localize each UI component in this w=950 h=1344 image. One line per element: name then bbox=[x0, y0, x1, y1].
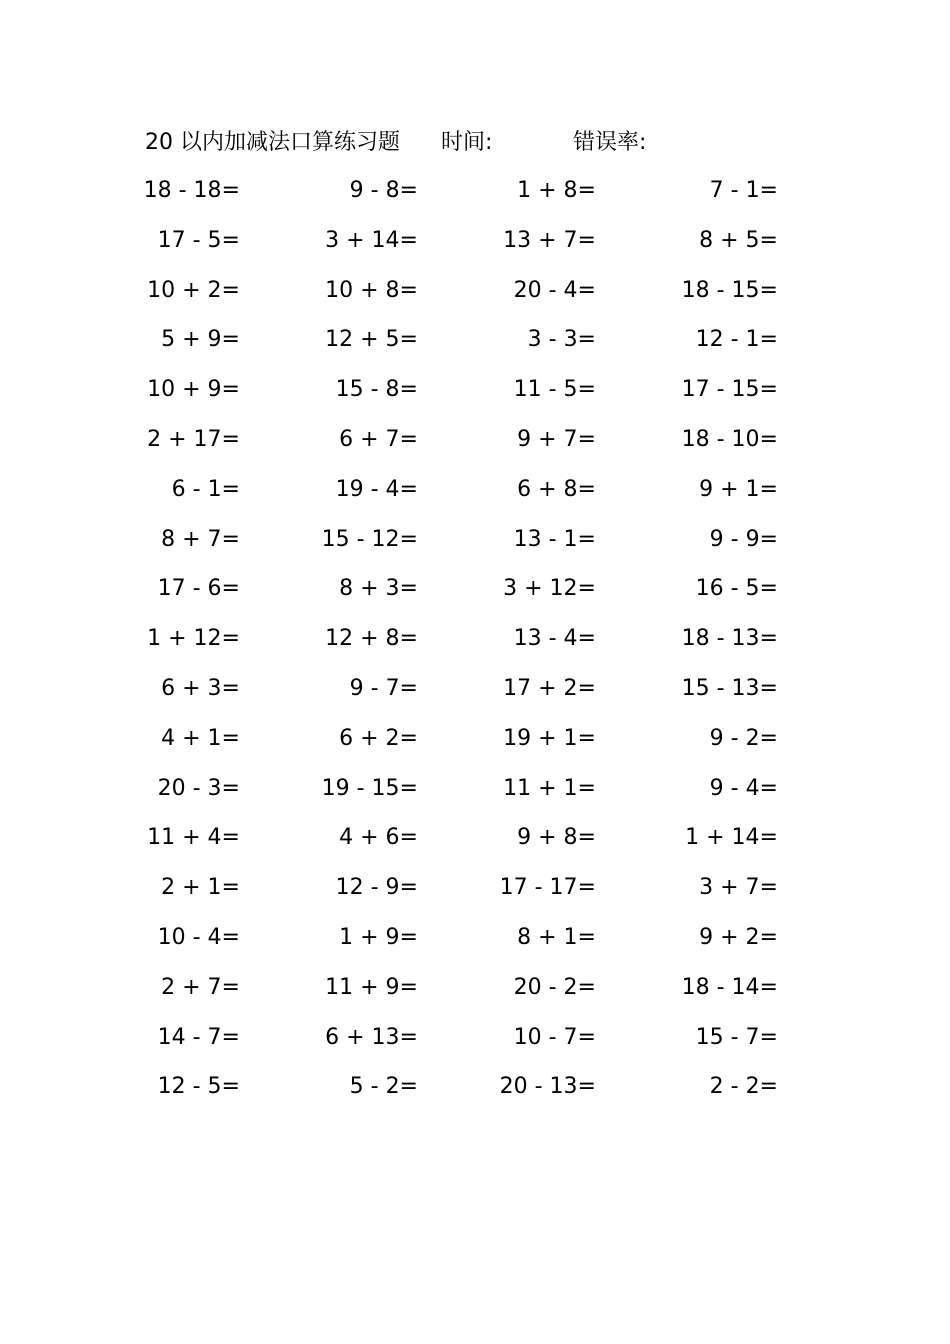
problem-row bbox=[0, 224, 950, 274]
problem-item: 10 + 9= bbox=[147, 377, 240, 403]
problem-item: 8 + 5= bbox=[699, 227, 778, 253]
problem-item: 10 - 4= bbox=[157, 924, 240, 950]
problem-item: 1 + 14= bbox=[685, 825, 778, 851]
problem-item: 8 + 7= bbox=[161, 526, 240, 552]
problem-row bbox=[0, 174, 950, 224]
problem-item: 13 + 7= bbox=[503, 227, 596, 253]
problem-item: 18 - 18= bbox=[143, 178, 240, 203]
problem-item: 4 + 1= bbox=[161, 725, 240, 751]
problem-item: 2 + 7= bbox=[161, 974, 240, 1000]
problem-item: 12 + 8= bbox=[325, 626, 418, 652]
problem-item: 1 + 9= bbox=[339, 924, 418, 950]
problem-row bbox=[0, 423, 950, 473]
problem-item: 4 + 6= bbox=[339, 825, 418, 851]
problem-item: 12 - 9= bbox=[335, 875, 418, 901]
problem-row bbox=[0, 622, 950, 672]
problem-row bbox=[0, 323, 950, 373]
problem-item: 6 + 13= bbox=[325, 1024, 418, 1050]
problem-item: 13 - 1= bbox=[513, 526, 596, 552]
problem-item: 9 - 2= bbox=[709, 725, 778, 751]
problem-row bbox=[0, 1070, 950, 1120]
problem-row bbox=[0, 1021, 950, 1071]
problem-row bbox=[0, 871, 950, 921]
problem-item: 3 + 12= bbox=[503, 576, 596, 602]
problem-item: 18 - 15= bbox=[681, 277, 778, 303]
problem-row bbox=[0, 672, 950, 722]
problem-item: 9 + 7= bbox=[517, 426, 596, 452]
problem-item: 9 - 7= bbox=[349, 675, 418, 701]
problem-item: 6 + 2= bbox=[339, 725, 418, 751]
problem-row bbox=[0, 373, 950, 423]
problem-item: 17 - 17= bbox=[499, 875, 596, 901]
problem-item: 3 - 3= bbox=[527, 327, 596, 353]
problem-item: 5 + 9= bbox=[161, 327, 240, 353]
time-label: 时间: bbox=[441, 130, 493, 155]
problem-row bbox=[0, 274, 950, 324]
problem-item: 18 - 13= bbox=[681, 626, 778, 652]
problem-grid bbox=[0, 174, 950, 1120]
problem-item: 1 + 12= bbox=[147, 626, 240, 652]
problem-row bbox=[0, 821, 950, 871]
problem-item: 18 - 14= bbox=[681, 974, 778, 1000]
problem-item: 3 + 14= bbox=[325, 227, 418, 253]
problem-item: 15 - 7= bbox=[695, 1024, 778, 1050]
problem-item: 9 - 8= bbox=[349, 178, 418, 203]
problem-item: 15 - 12= bbox=[321, 526, 418, 552]
problem-item: 15 - 8= bbox=[335, 377, 418, 403]
problem-item: 20 - 2= bbox=[513, 974, 596, 1000]
problem-item: 12 + 5= bbox=[325, 327, 418, 353]
problem-row bbox=[0, 971, 950, 1021]
problem-item: 9 + 8= bbox=[517, 825, 596, 851]
problem-item: 6 + 7= bbox=[339, 426, 418, 452]
problem-item: 16 - 5= bbox=[695, 576, 778, 602]
problem-row bbox=[0, 473, 950, 523]
problem-item: 9 + 1= bbox=[699, 476, 778, 502]
problem-item: 6 + 3= bbox=[161, 675, 240, 701]
problem-item: 7 - 1= bbox=[709, 178, 778, 203]
problem-item: 2 - 2= bbox=[709, 1074, 778, 1100]
problem-item: 5 - 2= bbox=[349, 1074, 418, 1100]
problem-item: 9 + 2= bbox=[699, 924, 778, 950]
problem-item: 13 - 4= bbox=[513, 626, 596, 652]
problem-item: 19 - 4= bbox=[335, 476, 418, 502]
problem-item: 17 - 6= bbox=[157, 576, 240, 602]
problem-item: 2 + 1= bbox=[161, 875, 240, 901]
problem-item: 8 + 3= bbox=[339, 576, 418, 602]
problem-item: 12 - 5= bbox=[157, 1074, 240, 1100]
problem-item: 10 + 2= bbox=[147, 277, 240, 303]
problem-row bbox=[0, 772, 950, 822]
problem-item: 1 + 8= bbox=[517, 178, 596, 203]
problem-item: 2 + 17= bbox=[147, 426, 240, 452]
problem-item: 19 - 15= bbox=[321, 775, 418, 801]
problem-item: 18 - 10= bbox=[681, 426, 778, 452]
problem-item: 17 - 5= bbox=[157, 227, 240, 253]
problem-item: 3 + 7= bbox=[699, 875, 778, 901]
problem-item: 9 - 4= bbox=[709, 775, 778, 801]
problem-item: 20 - 13= bbox=[499, 1074, 596, 1100]
problem-row bbox=[0, 921, 950, 971]
problem-item: 10 + 8= bbox=[325, 277, 418, 303]
problem-item: 17 + 2= bbox=[503, 675, 596, 701]
error-rate-label: 错误率: bbox=[573, 130, 647, 155]
problem-row bbox=[0, 523, 950, 573]
problem-row bbox=[0, 572, 950, 622]
problem-item: 6 + 8= bbox=[517, 476, 596, 502]
problem-item: 20 - 4= bbox=[513, 277, 596, 303]
problem-item: 19 + 1= bbox=[503, 725, 596, 751]
problem-item: 6 - 1= bbox=[171, 476, 240, 502]
problem-item: 20 - 3= bbox=[157, 775, 240, 801]
problem-item: 14 - 7= bbox=[157, 1024, 240, 1050]
problem-item: 9 - 9= bbox=[709, 526, 778, 552]
problem-item: 15 - 13= bbox=[681, 675, 778, 701]
problem-item: 10 - 7= bbox=[513, 1024, 596, 1050]
problem-item: 8 + 1= bbox=[517, 924, 596, 950]
problem-item: 17 - 15= bbox=[681, 377, 778, 403]
problem-item: 11 + 1= bbox=[503, 775, 596, 801]
worksheet-title: 20 以内加减法口算练习题 bbox=[145, 130, 400, 155]
problem-item: 11 + 4= bbox=[147, 825, 240, 851]
problem-item: 11 - 5= bbox=[513, 377, 596, 403]
problem-item: 11 + 9= bbox=[325, 974, 418, 1000]
problem-item: 12 - 1= bbox=[695, 327, 778, 353]
problem-row bbox=[0, 722, 950, 772]
